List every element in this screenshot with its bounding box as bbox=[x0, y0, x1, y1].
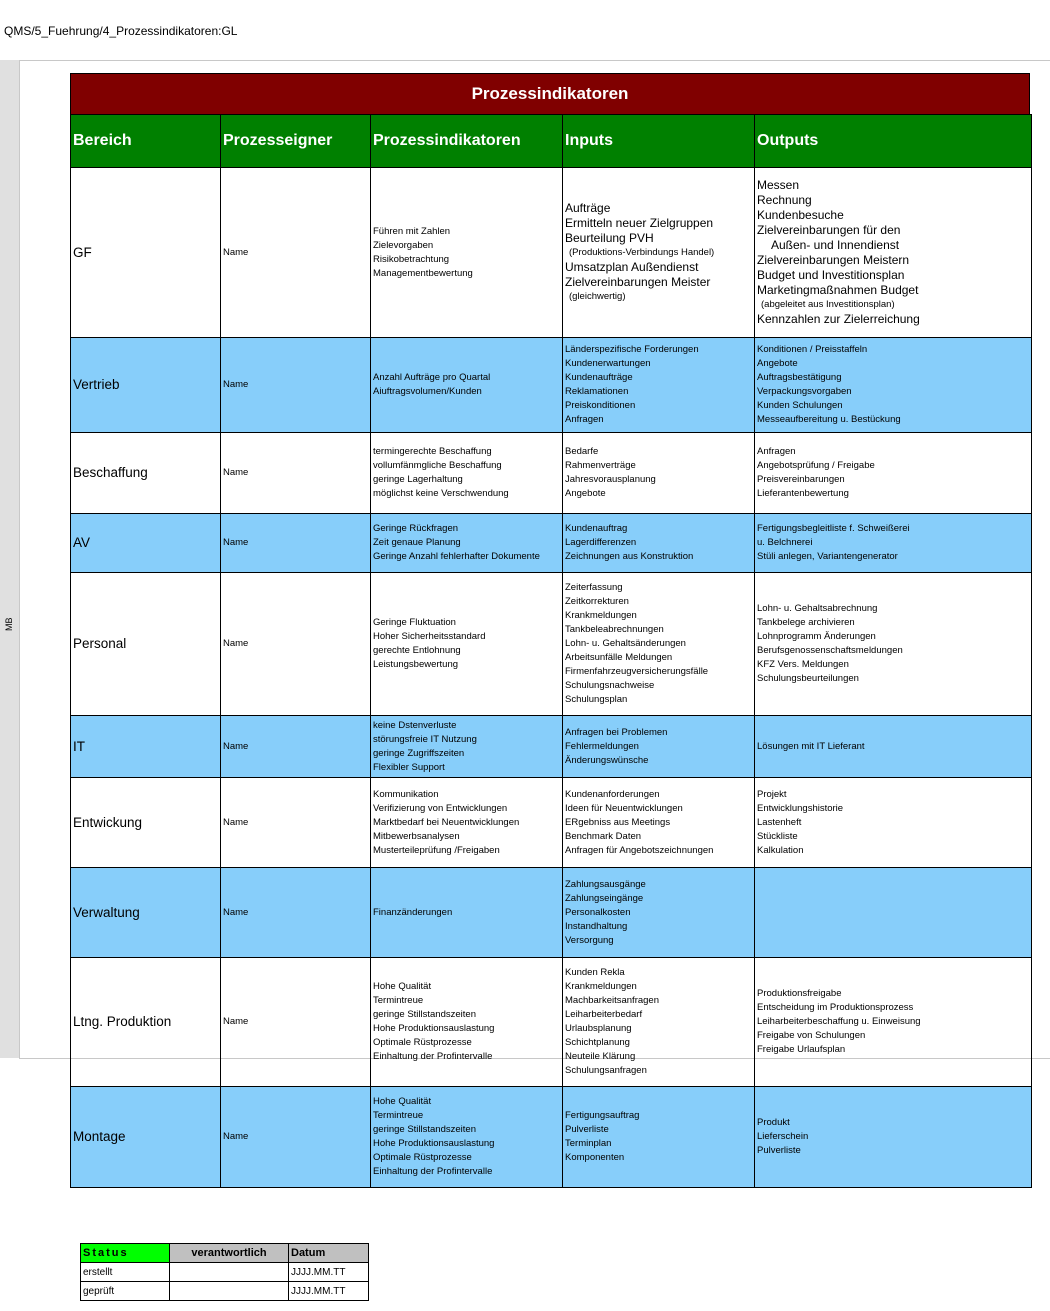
outputs-cell bbox=[755, 716, 1032, 778]
owner-cell: Name bbox=[221, 573, 371, 716]
indicators-line: Führen mit Zahlen bbox=[373, 225, 451, 237]
responsible-cell[interactable] bbox=[170, 1282, 289, 1301]
bereich-cell: Ltng. Produktion bbox=[71, 958, 221, 1087]
indicators-line: Geringe Rückfragen bbox=[373, 523, 459, 534]
responsible-header: verantwortlich bbox=[170, 1244, 289, 1263]
inputs-line: Arbeitsunfälle Meldungen bbox=[565, 652, 673, 663]
inputs-line: Beurteilung PVH bbox=[565, 231, 654, 245]
indicators-line: Hohe Produktionsauslastung bbox=[373, 1023, 495, 1034]
sidebar-label: MB bbox=[4, 617, 14, 631]
inputs-line: Zielvereinbarungen Meister bbox=[565, 275, 711, 289]
inputs-line: Fertigungsauftrag bbox=[565, 1110, 640, 1121]
indicators-line: Hohe Produktionsauslastung bbox=[373, 1138, 495, 1149]
indicator-table bbox=[70, 114, 1032, 1188]
indicators-line: geringe Zugriffszeiten bbox=[373, 747, 465, 759]
indicators-line: Aiuftragsvolumen/Kunden bbox=[373, 386, 482, 397]
table-row bbox=[71, 573, 1032, 716]
bereich-cell: Entwickung bbox=[71, 778, 221, 868]
outputs-line: Produktionsfreigabe bbox=[757, 988, 842, 999]
outputs-line: Entwicklungshistorie bbox=[757, 802, 844, 814]
inputs-line: Preiskonditionen bbox=[565, 400, 636, 411]
table-row bbox=[71, 868, 1032, 958]
inputs-line: Umsatzplan Außendienst bbox=[565, 260, 699, 274]
indicators-line: geringe Stillstandszeiten bbox=[373, 1009, 476, 1020]
inputs-line: Anfragen bbox=[565, 414, 604, 425]
indicators-line: Hoher Sicherheitsstandard bbox=[373, 631, 486, 642]
inputs-line: Anfragen für Angebotszeichnungen bbox=[565, 844, 714, 856]
indicators-line: Anzahl Aufträge pro Quartal bbox=[373, 372, 491, 383]
top-divider bbox=[19, 60, 1050, 61]
indicators-line: Hohe Qualität bbox=[373, 1096, 432, 1107]
col-header-inputs: Inputs bbox=[563, 115, 755, 168]
inputs-line: Firmenfahrzeugversicherungsfälle bbox=[565, 666, 709, 677]
outputs-cell bbox=[755, 433, 1032, 514]
inputs-line: Kundenauftrag bbox=[565, 523, 628, 534]
indicators-line: Mitbewerbsanalysen bbox=[373, 830, 460, 842]
inputs-line: Urlaubsplanung bbox=[565, 1023, 632, 1034]
owner-cell: Name bbox=[221, 868, 371, 958]
date-cell: JJJJ.MM.TT bbox=[289, 1282, 369, 1301]
inputs-line: Machbarkeitsanfragen bbox=[565, 995, 659, 1006]
indicators-line: geringe Stillstandszeiten bbox=[373, 1124, 476, 1135]
outputs-line: KFZ Vers. Meldungen bbox=[757, 659, 849, 670]
indicators-line: geringe Lagerhaltung bbox=[373, 474, 463, 485]
owner-cell: Name bbox=[221, 433, 371, 514]
inputs-line: Terminplan bbox=[565, 1138, 612, 1149]
inputs-line: Rahmenverträge bbox=[565, 460, 636, 471]
indicators-line: termingerechte Beschaffung bbox=[373, 446, 492, 457]
table-row bbox=[71, 168, 1032, 338]
outputs-cell bbox=[755, 338, 1032, 433]
indicators-line: Kommunikation bbox=[373, 788, 439, 800]
outputs-line: Messen bbox=[757, 178, 800, 192]
indicators-line: Geringe Fluktuation bbox=[373, 617, 456, 628]
inputs-line: Reklamationen bbox=[565, 386, 629, 397]
indicators-cell bbox=[371, 514, 563, 573]
col-header-prozessindikatoren: Prozessindikatoren bbox=[371, 115, 563, 168]
indicators-cell bbox=[371, 778, 563, 868]
inputs-line: Änderungswünsche bbox=[565, 754, 649, 766]
outputs-line: Schulungsbeurteilungen bbox=[757, 673, 859, 684]
indicators-cell bbox=[371, 433, 563, 514]
inputs-line: Kundenanforderungen bbox=[565, 788, 660, 800]
inputs-line: Ideen für Neuentwicklungen bbox=[565, 802, 683, 814]
bereich-cell: AV bbox=[71, 514, 221, 573]
outputs-line: Zielvereinbarungen für den bbox=[757, 223, 901, 237]
table-row bbox=[71, 716, 1032, 778]
indicator-sheet bbox=[70, 73, 1032, 1188]
bereich-cell: Montage bbox=[71, 1087, 221, 1188]
outputs-line: Produkt bbox=[757, 1117, 790, 1128]
owner-cell: Name bbox=[221, 168, 371, 338]
outputs-cell bbox=[755, 868, 1032, 958]
status-header-row bbox=[81, 1244, 369, 1263]
inputs-line: Krankmeldungen bbox=[565, 610, 637, 621]
outputs-line: Kunden Schulungen bbox=[757, 400, 843, 411]
inputs-line: Krankmeldungen bbox=[565, 981, 637, 992]
inputs-line: Zeichnungen aus Konstruktion bbox=[565, 551, 694, 562]
indicators-line: Hohe Qualität bbox=[373, 981, 432, 992]
inputs-cell bbox=[563, 338, 755, 433]
inputs-line: Zeiterfassung bbox=[565, 582, 623, 593]
indicators-cell bbox=[371, 1087, 563, 1188]
outputs-cell bbox=[755, 778, 1032, 868]
responsible-cell[interactable] bbox=[170, 1263, 289, 1282]
inputs-cell bbox=[563, 433, 755, 514]
outputs-line: Entscheidung im Produktionsprozess bbox=[757, 1002, 914, 1013]
breadcrumb: QMS/5_Fuehrung/4_Prozessindikatoren:GL bbox=[4, 24, 238, 38]
indicators-cell bbox=[371, 868, 563, 958]
outputs-line: Lieferantenbewertung bbox=[757, 488, 849, 499]
table-row bbox=[71, 338, 1032, 433]
header-row bbox=[71, 115, 1032, 168]
indicators-line: Optimale Rüstprozesse bbox=[373, 1037, 472, 1048]
inputs-line: Fehlermeldungen bbox=[565, 740, 639, 752]
inputs-cell bbox=[563, 168, 755, 338]
inputs-line: Lagerdifferenzen bbox=[565, 537, 637, 548]
inputs-line: Pulverliste bbox=[565, 1124, 609, 1135]
inputs-line: Kundenerwartungen bbox=[565, 358, 651, 369]
indicators-cell bbox=[371, 716, 563, 778]
outputs-line: Angebotsprüfung / Freigabe bbox=[757, 460, 875, 471]
indicators-line: Zeit genaue Planung bbox=[373, 537, 461, 548]
inputs-cell bbox=[563, 716, 755, 778]
inputs-line: Schulungsanfragen bbox=[565, 1065, 647, 1076]
sidebar bbox=[0, 60, 20, 1058]
indicators-line: Optimale Rüstprozesse bbox=[373, 1152, 472, 1163]
indicators-line: Verifizierung von Entwicklungen bbox=[373, 802, 508, 814]
indicators-line: Marktbedarf bei Neuentwicklungen bbox=[373, 816, 520, 828]
indicators-line: Managementbewertung bbox=[373, 267, 473, 279]
outputs-cell bbox=[755, 573, 1032, 716]
indicators-cell bbox=[371, 573, 563, 716]
outputs-line: Anfragen bbox=[757, 446, 796, 457]
outputs-line: Freigabe Urlaufsplan bbox=[757, 1044, 846, 1055]
owner-cell: Name bbox=[221, 1087, 371, 1188]
bereich-cell: IT bbox=[71, 716, 221, 778]
status-row bbox=[81, 1263, 369, 1282]
outputs-cell bbox=[755, 958, 1032, 1087]
outputs-line: Preisvereinbarungen bbox=[757, 474, 845, 485]
inputs-cell bbox=[563, 514, 755, 573]
inputs-cell bbox=[563, 573, 755, 716]
owner-cell: Name bbox=[221, 716, 371, 778]
outputs-cell bbox=[755, 1087, 1032, 1188]
outputs-cell bbox=[755, 168, 1032, 338]
inputs-line: (Produktions-Verbindungs Handel) bbox=[569, 247, 715, 258]
outputs-line: Kundenbesuche bbox=[757, 208, 844, 222]
inputs-line: Benchmark Daten bbox=[565, 830, 642, 842]
sheet-title: Prozessindikatoren bbox=[70, 73, 1030, 114]
inputs-line: Zeitkorrekturen bbox=[565, 596, 629, 607]
outputs-line: Kalkulation bbox=[757, 844, 804, 856]
inputs-cell bbox=[563, 778, 755, 868]
inputs-line: Angebote bbox=[565, 488, 606, 499]
inputs-cell bbox=[563, 958, 755, 1087]
outputs-line: Leiharbeiterbeschaffung u. Einweisung bbox=[757, 1016, 921, 1027]
inputs-line: Kunden Rekla bbox=[565, 967, 625, 978]
indicators-line: Einhaltung der Profintervalle bbox=[373, 1166, 493, 1177]
inputs-line: Anfragen bei Problemen bbox=[565, 726, 668, 738]
outputs-line: Auftragsbestätigung bbox=[757, 372, 842, 383]
inputs-line: Aufträge bbox=[565, 201, 611, 215]
inputs-line: Länderspezifische Forderungen bbox=[565, 344, 699, 355]
inputs-line: Zahlungseingänge bbox=[565, 892, 644, 904]
inputs-line: (gleichwertig) bbox=[569, 291, 626, 302]
outputs-line: Projekt bbox=[757, 788, 787, 800]
outputs-line: Marketingmaßnahmen Budget bbox=[757, 283, 919, 297]
inputs-line: Versorgung bbox=[565, 934, 614, 946]
outputs-line: Außen- und Innendienst bbox=[771, 238, 900, 252]
inputs-line: ERgebniss aus Meetings bbox=[565, 816, 671, 828]
indicators-line: Risikobetrachtung bbox=[373, 253, 450, 265]
indicators-line: störungsfreie IT Nutzung bbox=[373, 733, 477, 745]
outputs-line: Lösungen mit IT Lieferant bbox=[757, 740, 865, 752]
outputs-line: Zielvereinbarungen Meistern bbox=[757, 253, 910, 267]
outputs-line: Stückliste bbox=[757, 830, 798, 842]
outputs-line: Rechnung bbox=[757, 193, 812, 207]
owner-cell: Name bbox=[221, 778, 371, 868]
outputs-line: Konditionen / Preisstaffeln bbox=[757, 344, 868, 355]
outputs-cell bbox=[755, 514, 1032, 573]
table-row bbox=[71, 514, 1032, 573]
inputs-line: Lohn- u. Gehaltsänderungen bbox=[565, 638, 686, 649]
date-header: Datum bbox=[289, 1244, 369, 1263]
inputs-line: Kundenaufträge bbox=[565, 372, 633, 383]
bereich-cell: Vertrieb bbox=[71, 338, 221, 433]
owner-cell: Name bbox=[221, 958, 371, 1087]
inputs-line: Jahresvorausplanung bbox=[565, 474, 656, 485]
inputs-line: Leiharbeiterbedarf bbox=[565, 1009, 643, 1020]
inputs-line: Instandhaltung bbox=[565, 920, 628, 932]
status-header: Status bbox=[81, 1244, 170, 1263]
outputs-line: Budget und Investitionsplan bbox=[757, 268, 905, 282]
inputs-line: Tankbeleabrechnungen bbox=[565, 624, 664, 635]
outputs-line: Fertigungsbegleitliste f. Schweißerei bbox=[757, 523, 910, 534]
outputs-line: Lastenheft bbox=[757, 816, 802, 828]
date-cell: JJJJ.MM.TT bbox=[289, 1263, 369, 1282]
col-header-outputs: Outputs bbox=[755, 115, 1032, 168]
indicators-line: Zielevorgaben bbox=[373, 239, 434, 251]
outputs-line: Pulverliste bbox=[757, 1145, 801, 1156]
indicators-line: gerechte Entlohnung bbox=[373, 645, 461, 656]
status-cell: erstellt bbox=[81, 1263, 170, 1282]
indicators-line: Einhaltung der Profintervalle bbox=[373, 1051, 493, 1062]
inputs-line: Komponenten bbox=[565, 1152, 625, 1163]
col-header-prozesseigner: Prozesseigner bbox=[221, 115, 371, 168]
indicators-line: Termintreue bbox=[373, 995, 424, 1006]
inputs-line: Schichtplanung bbox=[565, 1037, 630, 1048]
inputs-cell bbox=[563, 1087, 755, 1188]
outputs-line: Kennzahlen zur Zielerreichung bbox=[757, 312, 920, 326]
owner-cell: Name bbox=[221, 338, 371, 433]
indicators-cell bbox=[371, 168, 563, 338]
bereich-cell: Beschaffung bbox=[71, 433, 221, 514]
table-row bbox=[71, 958, 1032, 1087]
col-header-bereich: Bereich bbox=[71, 115, 221, 168]
table-row bbox=[71, 778, 1032, 868]
outputs-line: Berufsgenossenschaftsmeldungen bbox=[757, 645, 903, 656]
outputs-line: u. Belchnerei bbox=[757, 537, 813, 548]
indicators-line: Finanzänderungen bbox=[373, 906, 453, 918]
status-table bbox=[80, 1243, 369, 1301]
inputs-line: Ermitteln neuer Zielgruppen bbox=[565, 216, 714, 230]
indicators-cell bbox=[371, 338, 563, 433]
indicators-line: Flexibler Support bbox=[373, 761, 445, 773]
inputs-line: Schulungsplan bbox=[565, 694, 628, 705]
indicators-line: keine Dstenverluste bbox=[373, 719, 457, 731]
indicators-line: Leistungsbewertung bbox=[373, 659, 459, 670]
inputs-cell bbox=[563, 868, 755, 958]
inputs-line: Bedarfe bbox=[565, 446, 599, 457]
bereich-cell: Verwaltung bbox=[71, 868, 221, 958]
status-cell: geprüft bbox=[81, 1282, 170, 1301]
table-row bbox=[71, 433, 1032, 514]
outputs-line: Lohnprogramm Änderungen bbox=[757, 631, 876, 642]
indicators-cell bbox=[371, 958, 563, 1087]
inputs-line: Zahlungsausgänge bbox=[565, 878, 646, 890]
outputs-line: Freigabe von Schulungen bbox=[757, 1030, 866, 1041]
inputs-line: Neuteile Klärung bbox=[565, 1051, 636, 1062]
indicators-line: möglichst keine Verschwendung bbox=[373, 488, 509, 499]
indicators-line: Musterteileprüfung /Freigaben bbox=[373, 844, 500, 856]
outputs-line: Verpackungsvorgaben bbox=[757, 386, 852, 397]
indicators-line: Termintreue bbox=[373, 1110, 424, 1121]
outputs-line: Messeaufbereitung u. Bestückung bbox=[757, 414, 901, 425]
table-row bbox=[71, 1087, 1032, 1188]
owner-cell: Name bbox=[221, 514, 371, 573]
outputs-line: Lohn- u. Gehaltsabrechnung bbox=[757, 603, 878, 614]
outputs-line: (abgeleitet aus Investitionsplan) bbox=[761, 299, 895, 310]
bereich-cell: GF bbox=[71, 168, 221, 338]
inputs-line: Personalkosten bbox=[565, 906, 631, 918]
indicators-line: Geringe Anzahl fehlerhafter Dokumente bbox=[373, 551, 540, 562]
status-row bbox=[81, 1282, 369, 1301]
inputs-line: Schulungsnachweise bbox=[565, 680, 655, 691]
outputs-line: Angebote bbox=[757, 358, 798, 369]
outputs-line: Tankbelege archivieren bbox=[757, 617, 855, 628]
indicators-line: vollumfänmgliche Beschaffung bbox=[373, 460, 502, 471]
outputs-line: Stüli anlegen, Variantengenerator bbox=[757, 551, 898, 562]
bereich-cell: Personal bbox=[71, 573, 221, 716]
outputs-line: Lieferschein bbox=[757, 1131, 809, 1142]
